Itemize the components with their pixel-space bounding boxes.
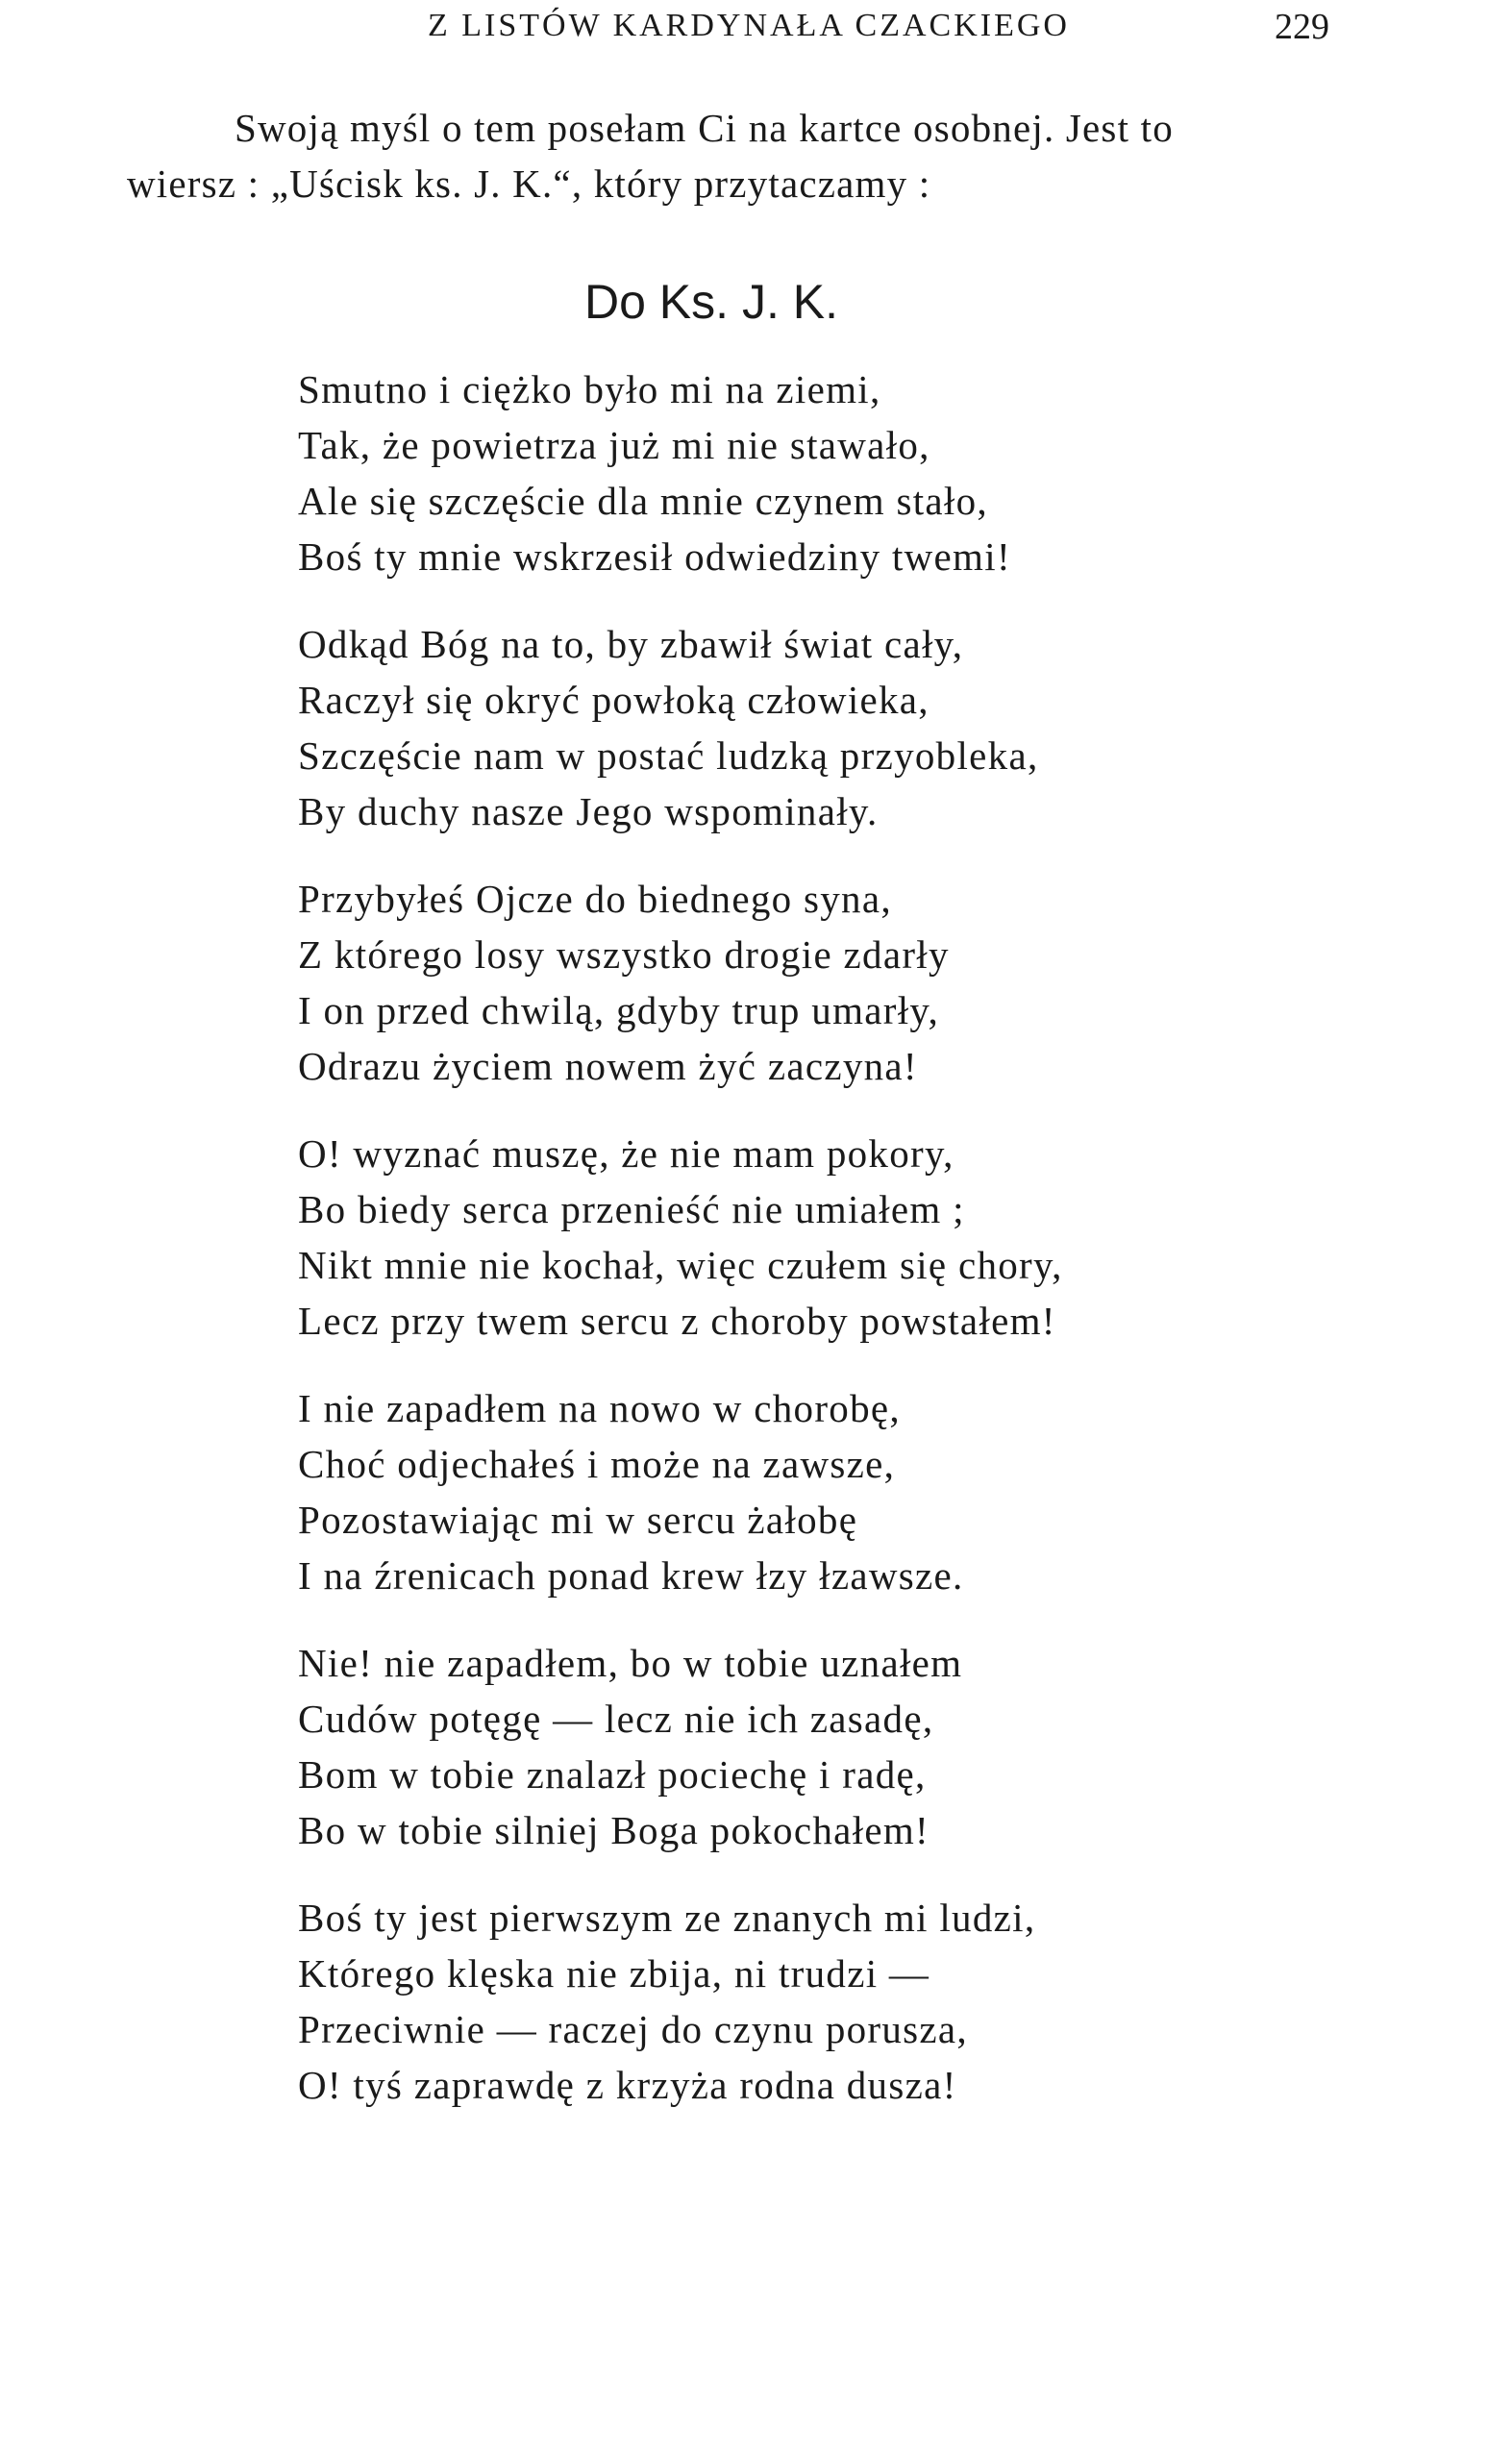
stanza-gap: [298, 584, 1355, 616]
verse: Odrazu życiem nowem żyć zaczyna!: [298, 1044, 918, 1088]
verse: Nikt mnie nie kochał, więc czułem się chory,: [298, 1243, 1063, 1287]
stanza-gap: [298, 839, 1355, 871]
verse: Z którego losy wszystko drogie zdarły: [298, 932, 950, 977]
stanza-gap: [298, 1603, 1355, 1635]
verse: Bo w tobie silniej Boga pokochałem!: [298, 1808, 930, 1852]
verse: Boś ty jest pierwszym ze znanych mi ludzi,: [298, 1896, 1036, 1940]
verse: Którego klęska nie zbija, ni trudzi —: [298, 1951, 930, 1996]
verse: Boś ty mnie wskrzesił odwiedziny twemi!: [298, 534, 1011, 579]
verse: Szczęście nam w postać ludzką przyobleka,: [298, 733, 1039, 778]
stanza-1: [298, 361, 1355, 584]
verse: Smutno i ciężko było mi na ziemi,: [298, 367, 881, 411]
verse: Ale się szczęście dla mnie czynem stało,: [298, 479, 988, 523]
poem-title: Do Ks. J. K.: [584, 275, 838, 329]
verse: I na źrenicach ponad krew łzy łzawsze.: [298, 1553, 964, 1598]
poem: [298, 361, 1355, 2113]
stanza-gap: [298, 1858, 1355, 1890]
stanza-4: [298, 1126, 1355, 1349]
intro-paragraph: [127, 100, 1338, 211]
stanza-7: [298, 1890, 1355, 2113]
verse: I nie zapadłem na nowo w chorobę,: [298, 1386, 901, 1430]
verse: O! wyznać muszę, że nie mam pokory,: [298, 1131, 954, 1176]
verse: By duchy nasze Jego wspominały.: [298, 789, 879, 833]
stanza-3: [298, 871, 1355, 1094]
running-title: Z LISTÓW KARDYNAŁA CZACKIEGO: [428, 8, 1070, 43]
verse: Nie! nie zapadłem, bo w tobie uznałem: [298, 1641, 963, 1685]
verse: Bo biedy serca przenieść nie umiałem ;: [298, 1187, 965, 1231]
verse: Przybyłeś Ojcze do biednego syna,: [298, 877, 892, 921]
verse: Raczył się okryć powłoką człowieka,: [298, 678, 930, 722]
stanza-2: [298, 616, 1355, 839]
verse: Bom w tobie znalazł pociechę i radę,: [298, 1752, 927, 1797]
verse: Przeciwnie — raczej do czynu porusza,: [298, 2007, 968, 2051]
verse: Choć odjechałeś i może na zawsze,: [298, 1442, 896, 1486]
verse: Cudów potęgę — lecz nie ich zasadę,: [298, 1697, 934, 1741]
verse: Tak, że powietrza już mi nie stawało,: [298, 423, 930, 467]
verse: O! tyś zaprawdę z krzyża rodna dusza!: [298, 2063, 957, 2107]
stanza-5: [298, 1380, 1355, 1603]
stanza-gap: [298, 1094, 1355, 1126]
stanza-gap: [298, 1349, 1355, 1380]
verse: Lecz przy twem sercu z choroby powstałem!: [298, 1299, 1056, 1343]
page-number: 229: [1275, 7, 1329, 47]
intro-line-2: wiersz : „Uścisk ks. J. K.“, który przytaczamy :: [127, 161, 931, 206]
intro-line-1: Swoją myśl o tem posełam Ci na kartce osobnej. Jest to: [235, 106, 1174, 150]
verse: Pozostawiając mi w sercu żałobę: [298, 1498, 858, 1542]
verse: I on przed chwilą, gdyby trup umarły,: [298, 988, 940, 1032]
stanza-6: [298, 1635, 1355, 1858]
verse: Odkąd Bóg na to, by zbawił świat cały,: [298, 622, 964, 666]
